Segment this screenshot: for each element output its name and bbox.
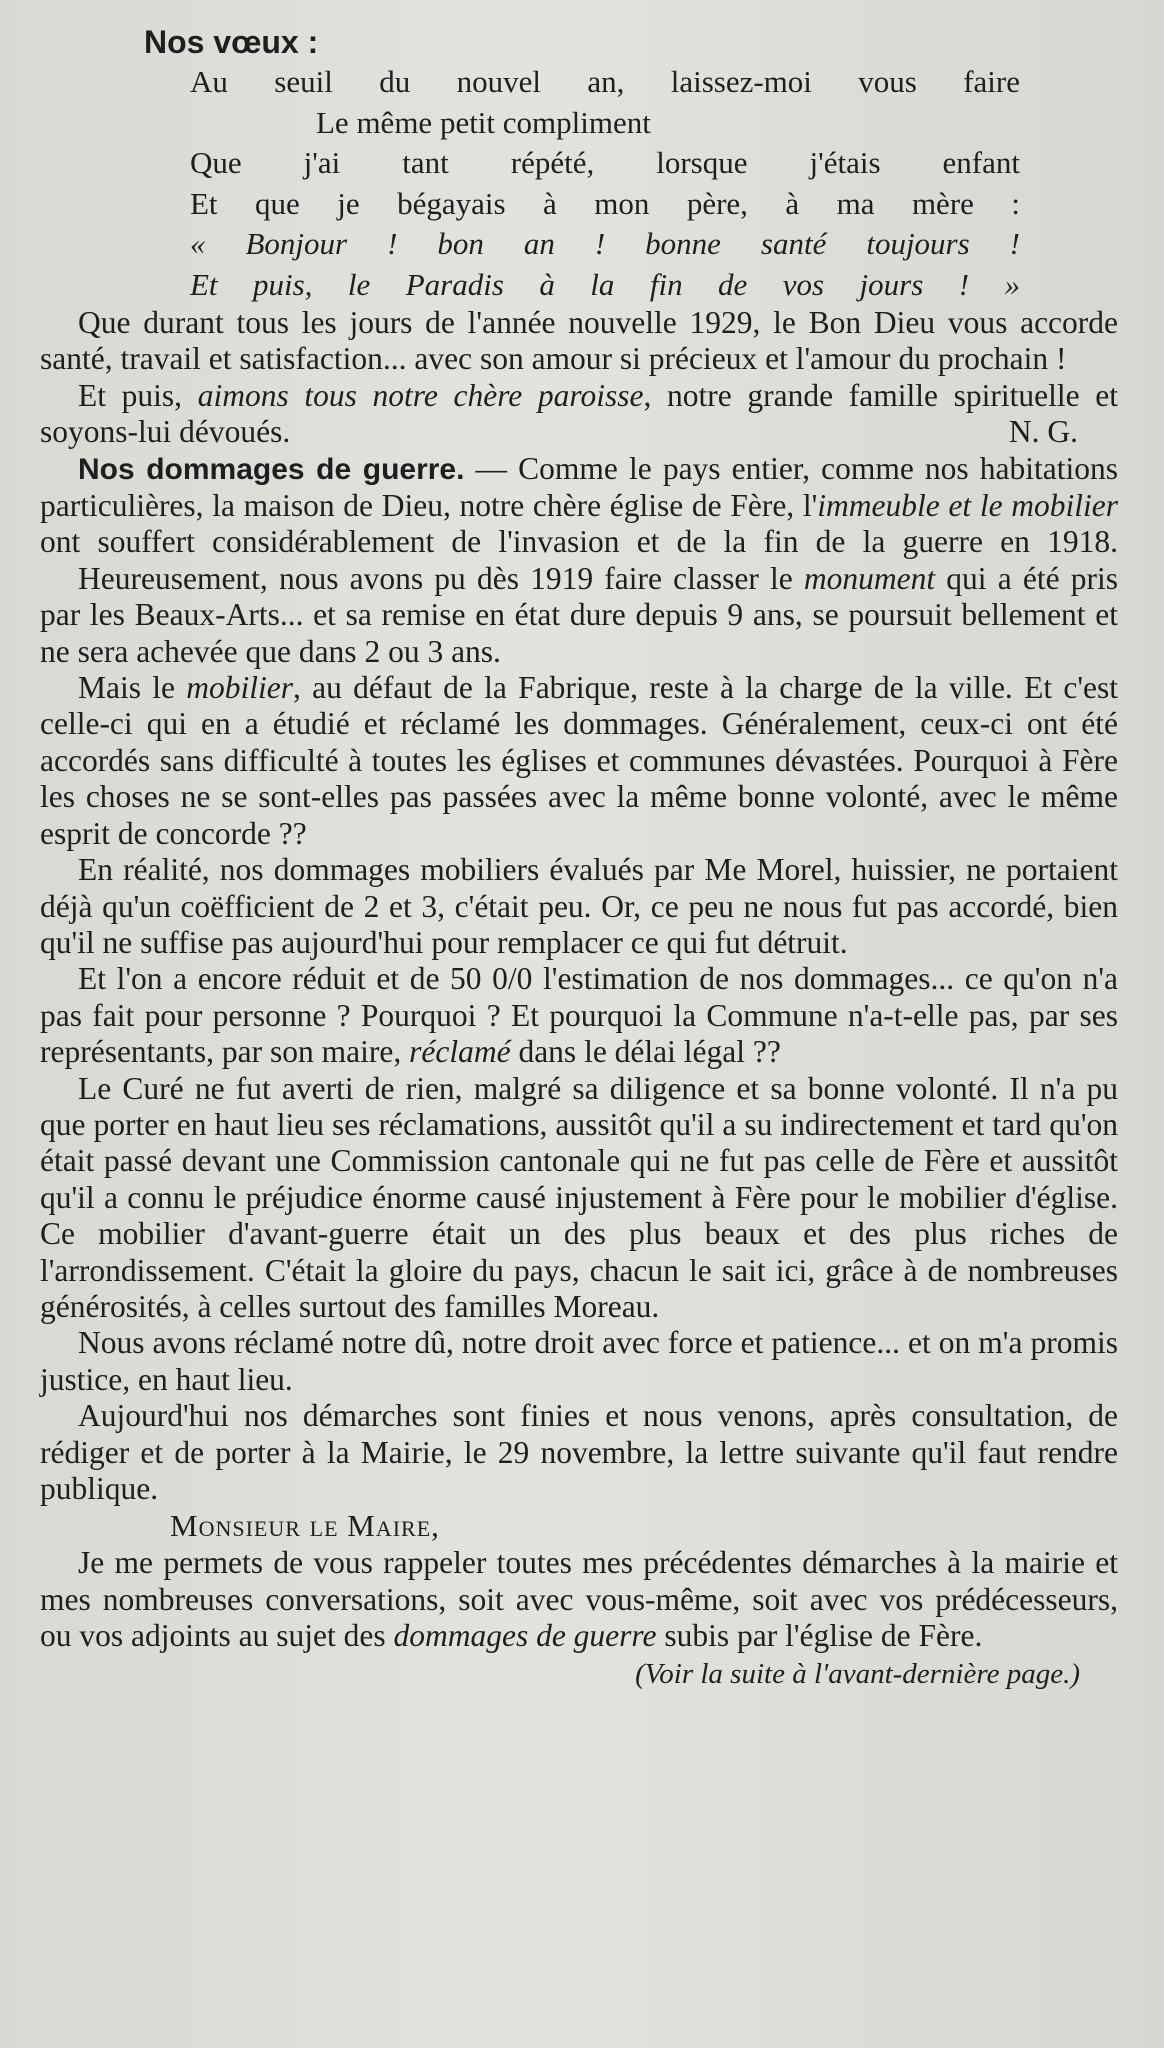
dommages-paragraph: Heureusement, nous avons pu dès 1919 faire classer le monument qui a été pris par les Beaux-Arts... et sa remise en état dure depuis 9 ans, se poursuit bellement et ne sera achevée que dans 2 ou 3 ans. <box>40 560 1118 669</box>
poem-line: Au seuil du nouvel an, laissez-moi vous faire <box>190 64 1020 99</box>
poem-line: Et puis, le Paradis à la fin de vos jours ! » <box>190 266 1020 302</box>
dommages-heading: Nos dommages de guerre. <box>78 452 465 486</box>
dommages-paragraph: Le Curé ne fut averti de rien, malgré sa diligence et sa bonne volonté. Il n'a pu que porter en haut lieu ses réclamations, aussitôt qu'il a su indirectement et tard qu'on était passé devant une Commission cantonale qui ne fut pas celle de Fère et aussitôt qu'il a connu le préjudice énorme causé injustement à Fère pour le mobilier d'église. Ce mobilier d'avant-guerre était un des plus beaux et des plus riches de l'arrondissement. C'était la gloire du pays, chacun le sait ici, grâce à de nombreuses générosités, à celles surtout des familles Moreau. <box>40 1070 1118 1324</box>
dommages-paragraph: En réalité, nos dommages mobiliers évalués par Me Morel, huissier, ne portaient déjà qu'un coëfficient de 2 et 3, c'était peu. Or, ce peu ne nous fut pas accordé, bien qu'il ne suffise pas aujourd'hui pour remplacer ce qui fut détruit. <box>40 852 1118 960</box>
dommages-paragraph: Nos dommages de guerre. — Comme le pays entier, comme nos habitations particulières, la maison de Dieu, notre chère église de Fère, l'immeuble et le mobilier ont souffert considérablement de l'invasion et de la fin de la guerre en 1918. <box>40 450 1119 560</box>
poem-line: Et que je bégayais à mon père, à ma mère : <box>190 185 1020 221</box>
voeux-heading: Nos vœux : <box>144 24 319 60</box>
poem-line: Le même petit compliment <box>316 104 651 140</box>
poem-line: « Bonjour ! bon an ! bonne santé toujours ! <box>190 226 1020 261</box>
letter-salutation: Monsieur le Maire, <box>170 1508 440 1544</box>
voeux-paragraph: Et puis, aimons tous notre chère paroisse, notre grande famille spirituelle et soyons-lui dévoués. N. G. <box>40 377 1118 450</box>
continuation-note: (Voir la suite à l'avant-dernière page.) <box>635 1657 1080 1690</box>
signature: N. G. <box>1008 414 1078 450</box>
voeux-paragraph: Que durant tous les jours de l'année nouvelle 1929, le Bon Dieu vous accorde santé, travail et satisfaction... avec son amour si précieux et l'amour du prochain ! <box>40 305 1118 377</box>
dommages-paragraph: Et l'on a encore réduit et de 50 0/0 l'estimation de nos dommages... ce qu'on n'a pas fait pour personne ? Pourquoi ? Et pourquoi la Commune n'a-t-elle pas, par ses représentants, par son maire, réclamé dans le délai légal ?? <box>40 961 1118 1070</box>
dommages-paragraph: Mais le mobilier, au défaut de la Fabrique, reste à la charge de la ville. Et c'est celle-ci qui en a étudié et réclamé les dommages. Généralement, ceux-ci ont été accordés sans difficulté à toutes les églises et communes dévastées. Pourquoi à Fère les choses ne se sont-elles pas passées avec la même bonne volonté, avec le même esprit de concorde ?? <box>40 670 1118 851</box>
poem-line: Que j'ai tant répété, lorsque j'étais enfant <box>190 145 1020 180</box>
letter-paragraph: Je me permets de vous rappeler toutes mes précédentes démarches à la mairie et mes nombreuses conversations, soit avec vous-même, soit avec vos prédécesseurs, ou vos adjoints au sujet des dommages de guerre subis par l'église de Fère. <box>40 1545 1118 1654</box>
dommages-paragraph: Nous avons réclamé notre dû, notre droit avec force et patience... et on m'a promis justice, en haut lieu. <box>40 1325 1118 1397</box>
dommages-paragraph: Aujourd'hui nos démarches sont finies et nous venons, après consultation, de rédiger et de porter à la Mairie, le 29 novembre, la lettre suivante qu'il faut rendre publique. <box>40 1398 1118 1506</box>
poem <box>190 62 1020 305</box>
